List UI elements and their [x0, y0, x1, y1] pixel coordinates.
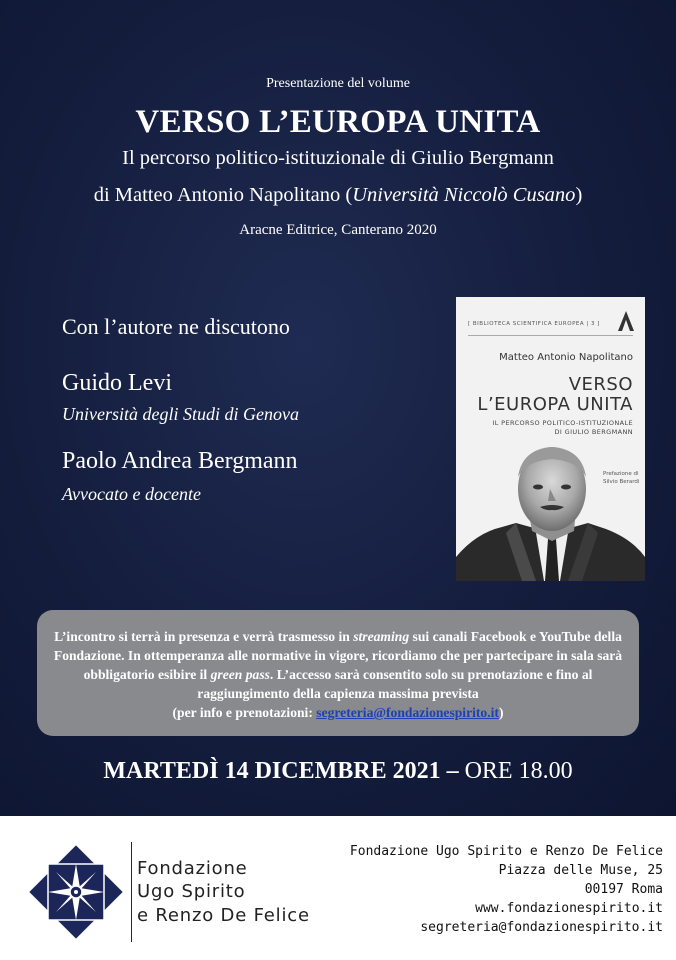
foundation-logo-icon — [26, 842, 126, 942]
info-text: sui canali Facebook e YouTube della Fondazione. In ottemperanza alle normative in vigore, ricordiamo che per partecipare in sala sarà obbligatorio esibire il — [53, 629, 623, 682]
book-cover-author: Matteo Antonio Napolitano — [499, 352, 633, 363]
publisher-line: Aracne Editrice, Canterano 2020 — [239, 222, 437, 238]
address-street: Piazza delle Muse, 25 — [498, 863, 663, 878]
book-cover-image — [456, 297, 645, 581]
book-cover-title: VERSO — [568, 374, 633, 395]
info-text-italic: streaming — [353, 629, 410, 644]
org-name-line: Fondazione — [137, 858, 248, 879]
info-text: L’incontro si terrà in presenza e verrà trasmesso in — [54, 629, 354, 644]
book-author — [0, 184, 676, 207]
book-cover-title: L’EUROPA UNITA — [477, 394, 633, 415]
book-series-label: [ BIBLIOTECA SCIENTIFICA EUROPEA | 3 ] — [468, 321, 600, 327]
address-org: Fondazione Ugo Spirito e Renzo De Felice — [349, 844, 663, 859]
event-date — [0, 758, 676, 785]
contact-prefix: (per info e prenotazioni: — [172, 705, 317, 720]
book-title: VERSO L’EUROPA UNITA — [135, 104, 541, 140]
org-name-line: Ugo Spirito — [137, 881, 246, 902]
logo-divider — [131, 842, 132, 942]
event-time: ORE 18.00 — [464, 758, 573, 784]
book-cover-preface: Prefazione di — [603, 471, 639, 477]
discussants-intro: Con l’autore ne discutono — [62, 314, 290, 339]
address-city: 00197 Roma — [584, 882, 663, 897]
contact-suffix: ) — [498, 705, 504, 720]
book-cover-subtitle: IL PERCORSO POLITICO-ISTITUZIONALE — [492, 419, 633, 427]
event-date-text: MARTEDÌ 14 DICEMBRE 2021 – — [103, 758, 465, 784]
author-suffix: ) — [575, 184, 583, 206]
info-text: . L’accesso sarà consentito solo su prenotazione e fino al raggiungimento della capienza massima prevista — [197, 667, 593, 701]
speaker-name: Paolo Andrea Bergmann — [62, 448, 298, 474]
publisher-logo-icon — [616, 309, 636, 333]
email-link[interactable]: segreteria@fondazionespirito.it — [316, 705, 499, 720]
org-name-line: e Renzo De Felice — [137, 905, 310, 926]
presentation-intro: Presentazione del volume — [266, 76, 410, 91]
author-affiliation: Università Niccolò Cusano — [352, 184, 576, 206]
event-info-box — [37, 610, 639, 736]
book-cover-subtitle: DI GIULIO BERGMANN — [554, 428, 633, 436]
book-subtitle: Il percorso politico-istituzionale di Giulio Bergmann — [122, 147, 554, 169]
info-text-italic: green pass — [210, 667, 270, 682]
portrait-photo — [456, 437, 645, 581]
website-link[interactable]: www.fondazionespirito.it — [475, 901, 663, 916]
book-cover-preface: Silvio Berardi — [603, 479, 640, 485]
footer — [0, 816, 676, 960]
speaker-affiliation: Avvocato e docente — [62, 484, 201, 504]
speaker-name: Guido Levi — [62, 370, 172, 396]
speaker-affiliation: Università degli Studi di Genova — [62, 404, 299, 424]
author-prefix: di Matteo Antonio Napolitano ( — [93, 184, 353, 206]
book-rule — [468, 335, 633, 336]
email-link[interactable]: segreteria@fondazionespirito.it — [420, 920, 663, 935]
